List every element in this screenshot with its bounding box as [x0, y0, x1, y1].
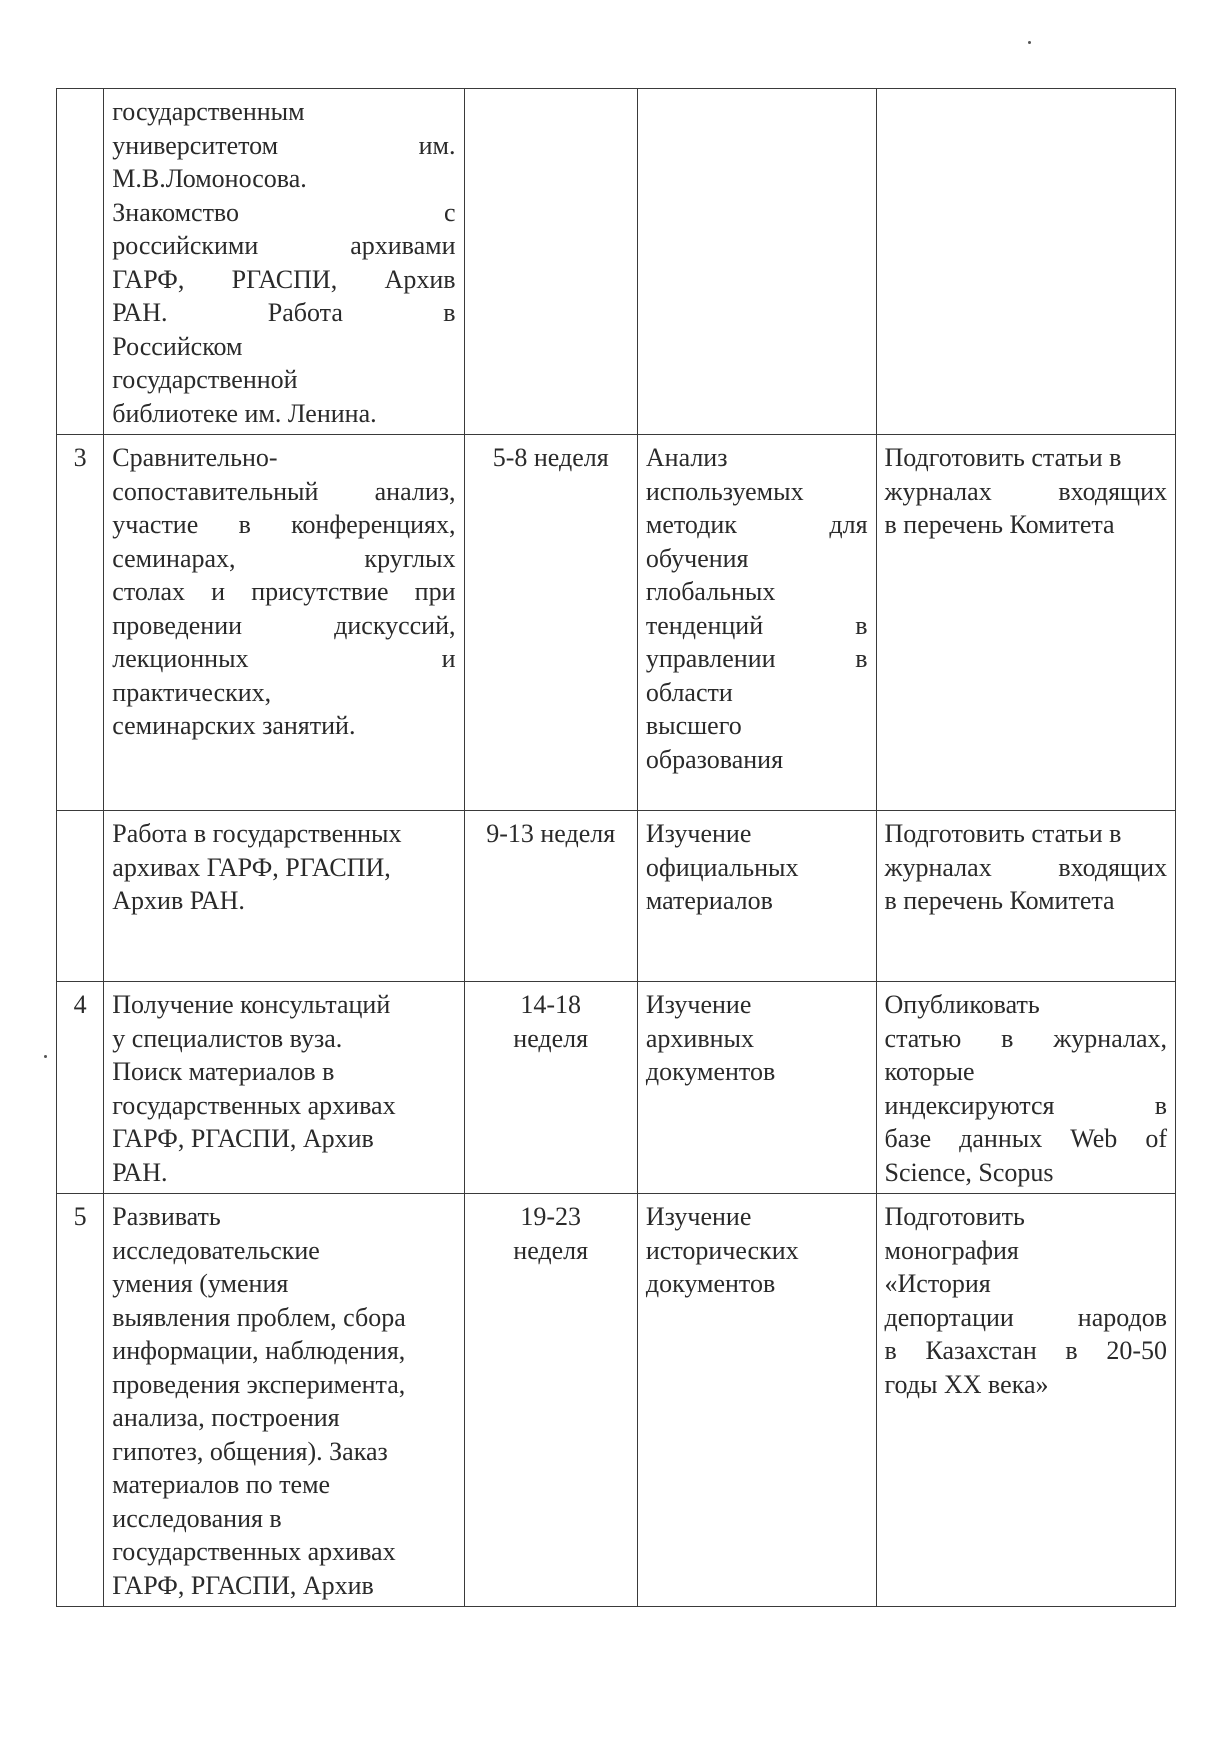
- text-line: 14-18: [520, 990, 582, 1019]
- table-row: [57, 435, 1176, 811]
- outcome-cell: [876, 435, 1175, 811]
- text-line: архивах ГАРФ, РГАСПИ,: [112, 852, 391, 882]
- text-line: практических,: [112, 677, 272, 707]
- row-number-cell: [57, 89, 104, 435]
- text-line: Подготовить статьи в: [884, 443, 1122, 472]
- text-line: российскими архивами: [112, 231, 456, 260]
- text-line: Опубликовать: [884, 990, 1040, 1019]
- scan-speck: [1028, 41, 1031, 44]
- text-line: обучения: [645, 543, 749, 573]
- outcome-cell: [876, 982, 1175, 1194]
- text-line: в Казахстан в 20-50: [884, 1336, 1167, 1365]
- period-cell: [464, 435, 637, 811]
- text-line: проведения эксперимента,: [112, 1369, 406, 1399]
- text-line: государственных архивах: [112, 1537, 396, 1566]
- text-line: образования: [645, 744, 784, 774]
- outcome-cell: [876, 811, 1175, 982]
- text-line: неделя: [513, 1235, 589, 1265]
- study-result-cell: [637, 1194, 876, 1607]
- table-row: [57, 982, 1176, 1194]
- text-line: информации, наблюдения,: [112, 1336, 406, 1365]
- text-line: библиотеке им. Ленина.: [112, 398, 377, 428]
- text-line: гипотез, общения). Заказ: [112, 1436, 388, 1466]
- table-row: [57, 1194, 1176, 1607]
- scan-speck: [44, 1055, 47, 1058]
- text-line: Science, Scopus: [884, 1157, 1054, 1187]
- period-cell: [464, 982, 637, 1194]
- text-line: документов: [645, 1057, 776, 1086]
- text-line: статью в журналах,: [884, 1023, 1167, 1053]
- study-result-cell: [637, 435, 876, 811]
- text-line: базе данных Web of: [884, 1124, 1167, 1153]
- text-line: 5-8 неделя: [492, 443, 609, 472]
- text-line: Изучение: [645, 819, 752, 848]
- activity-cell: [104, 811, 464, 982]
- period-cell: [464, 1194, 637, 1607]
- text-line: материалов: [645, 886, 773, 915]
- text-line: высшего: [645, 711, 742, 740]
- text-line: ГАРФ, РГАСПИ, Архив: [112, 264, 456, 294]
- text-line: «История: [884, 1269, 991, 1298]
- text-line: материалов по теме: [112, 1470, 331, 1499]
- text-line: участие в конференциях,: [112, 510, 456, 539]
- activity-cell: [104, 435, 464, 811]
- study-result-cell: [637, 811, 876, 982]
- text-line: Подготовить: [884, 1202, 1025, 1231]
- text-line: семинарах, круглых: [112, 543, 456, 573]
- text-line: тенденций в: [645, 610, 868, 640]
- text-line: РАН. Работа в: [112, 298, 456, 327]
- row-number-cell: 3: [57, 435, 104, 811]
- text-line: области: [645, 677, 733, 707]
- text-line: Изучение: [645, 1202, 752, 1231]
- text-line: индексируются в: [884, 1090, 1167, 1120]
- text-line: РАН.: [112, 1157, 168, 1187]
- text-line: Архив РАН.: [112, 886, 245, 915]
- text-line: исследовательские: [112, 1235, 320, 1265]
- text-line: анализа, построения: [112, 1403, 340, 1432]
- text-line: ГАРФ, РГАСПИ, Архив: [112, 1124, 374, 1153]
- text-line: государственной: [112, 365, 298, 394]
- text-line: Анализ: [645, 443, 728, 472]
- study-result-cell: [637, 89, 876, 435]
- text-line: выявления проблем, сбора: [112, 1302, 406, 1332]
- row-number-cell: 4: [57, 982, 104, 1194]
- text-line: 9-13 неделя: [486, 819, 616, 848]
- table-row: [57, 89, 1176, 435]
- work-plan-table: [56, 88, 1176, 1607]
- text-line: умения (умения: [112, 1269, 289, 1298]
- text-line: в перечень Комитета: [884, 510, 1115, 539]
- activity-cell: [104, 89, 464, 435]
- text-line: государственных архивах: [112, 1090, 396, 1120]
- text-line: государственным: [112, 97, 305, 126]
- outcome-cell: [876, 89, 1175, 435]
- text-line: Поиск материалов в: [112, 1057, 335, 1086]
- text-line: столах и присутствие при: [112, 577, 456, 606]
- text-line: годы XX века»: [884, 1369, 1049, 1399]
- table-body: [57, 89, 1176, 1607]
- text-line: семинарских занятий.: [112, 711, 356, 740]
- text-line: архивных: [645, 1023, 754, 1053]
- text-line: Получение консультаций: [112, 990, 391, 1019]
- text-line: 19-23: [520, 1202, 582, 1231]
- text-line: неделя: [513, 1023, 589, 1053]
- row-number-cell: 5: [57, 1194, 104, 1607]
- text-line: исторических: [645, 1235, 799, 1265]
- period-cell: [464, 811, 637, 982]
- row-number-cell: [57, 811, 104, 982]
- study-result-cell: [637, 982, 876, 1194]
- text-line: Изучение: [645, 990, 752, 1019]
- text-line: лекционных и: [112, 644, 456, 673]
- text-line: Сравнительно-: [112, 443, 278, 472]
- text-line: которые: [884, 1057, 975, 1086]
- activity-cell: [104, 982, 464, 1194]
- period-cell: [464, 89, 637, 435]
- text-line: Российском: [112, 331, 243, 361]
- text-line: журналах входящих: [884, 476, 1167, 506]
- text-line: в перечень Комитета: [884, 886, 1115, 915]
- text-line: университетом им.: [112, 130, 456, 160]
- text-line: исследования в: [112, 1503, 282, 1533]
- text-line: Развивать: [112, 1202, 221, 1231]
- activity-cell: [104, 1194, 464, 1607]
- text-line: депортации народов: [884, 1302, 1167, 1332]
- text-line: сопоставительный анализ,: [112, 476, 456, 506]
- text-line: Подготовить статьи в: [884, 819, 1122, 848]
- text-line: методик для: [645, 510, 868, 539]
- text-line: у специалистов вуза.: [112, 1023, 343, 1053]
- text-line: используемых: [645, 476, 804, 506]
- text-line: монография: [884, 1235, 1019, 1265]
- text-line: официальных: [645, 852, 799, 882]
- text-line: глобальных: [645, 577, 776, 606]
- text-line: проведении дискуссий,: [112, 610, 456, 640]
- text-line: документов: [645, 1269, 776, 1298]
- text-line: журналах входящих: [884, 852, 1167, 882]
- table-row: [57, 811, 1176, 982]
- text-line: М.В.Ломоносова.: [112, 164, 307, 193]
- text-line: управлении в: [645, 644, 868, 673]
- text-line: Знакомство с: [112, 197, 456, 227]
- text-line: Работа в государственных: [112, 819, 402, 848]
- text-line: ГАРФ, РГАСПИ, Архив: [112, 1570, 374, 1600]
- outcome-cell: [876, 1194, 1175, 1607]
